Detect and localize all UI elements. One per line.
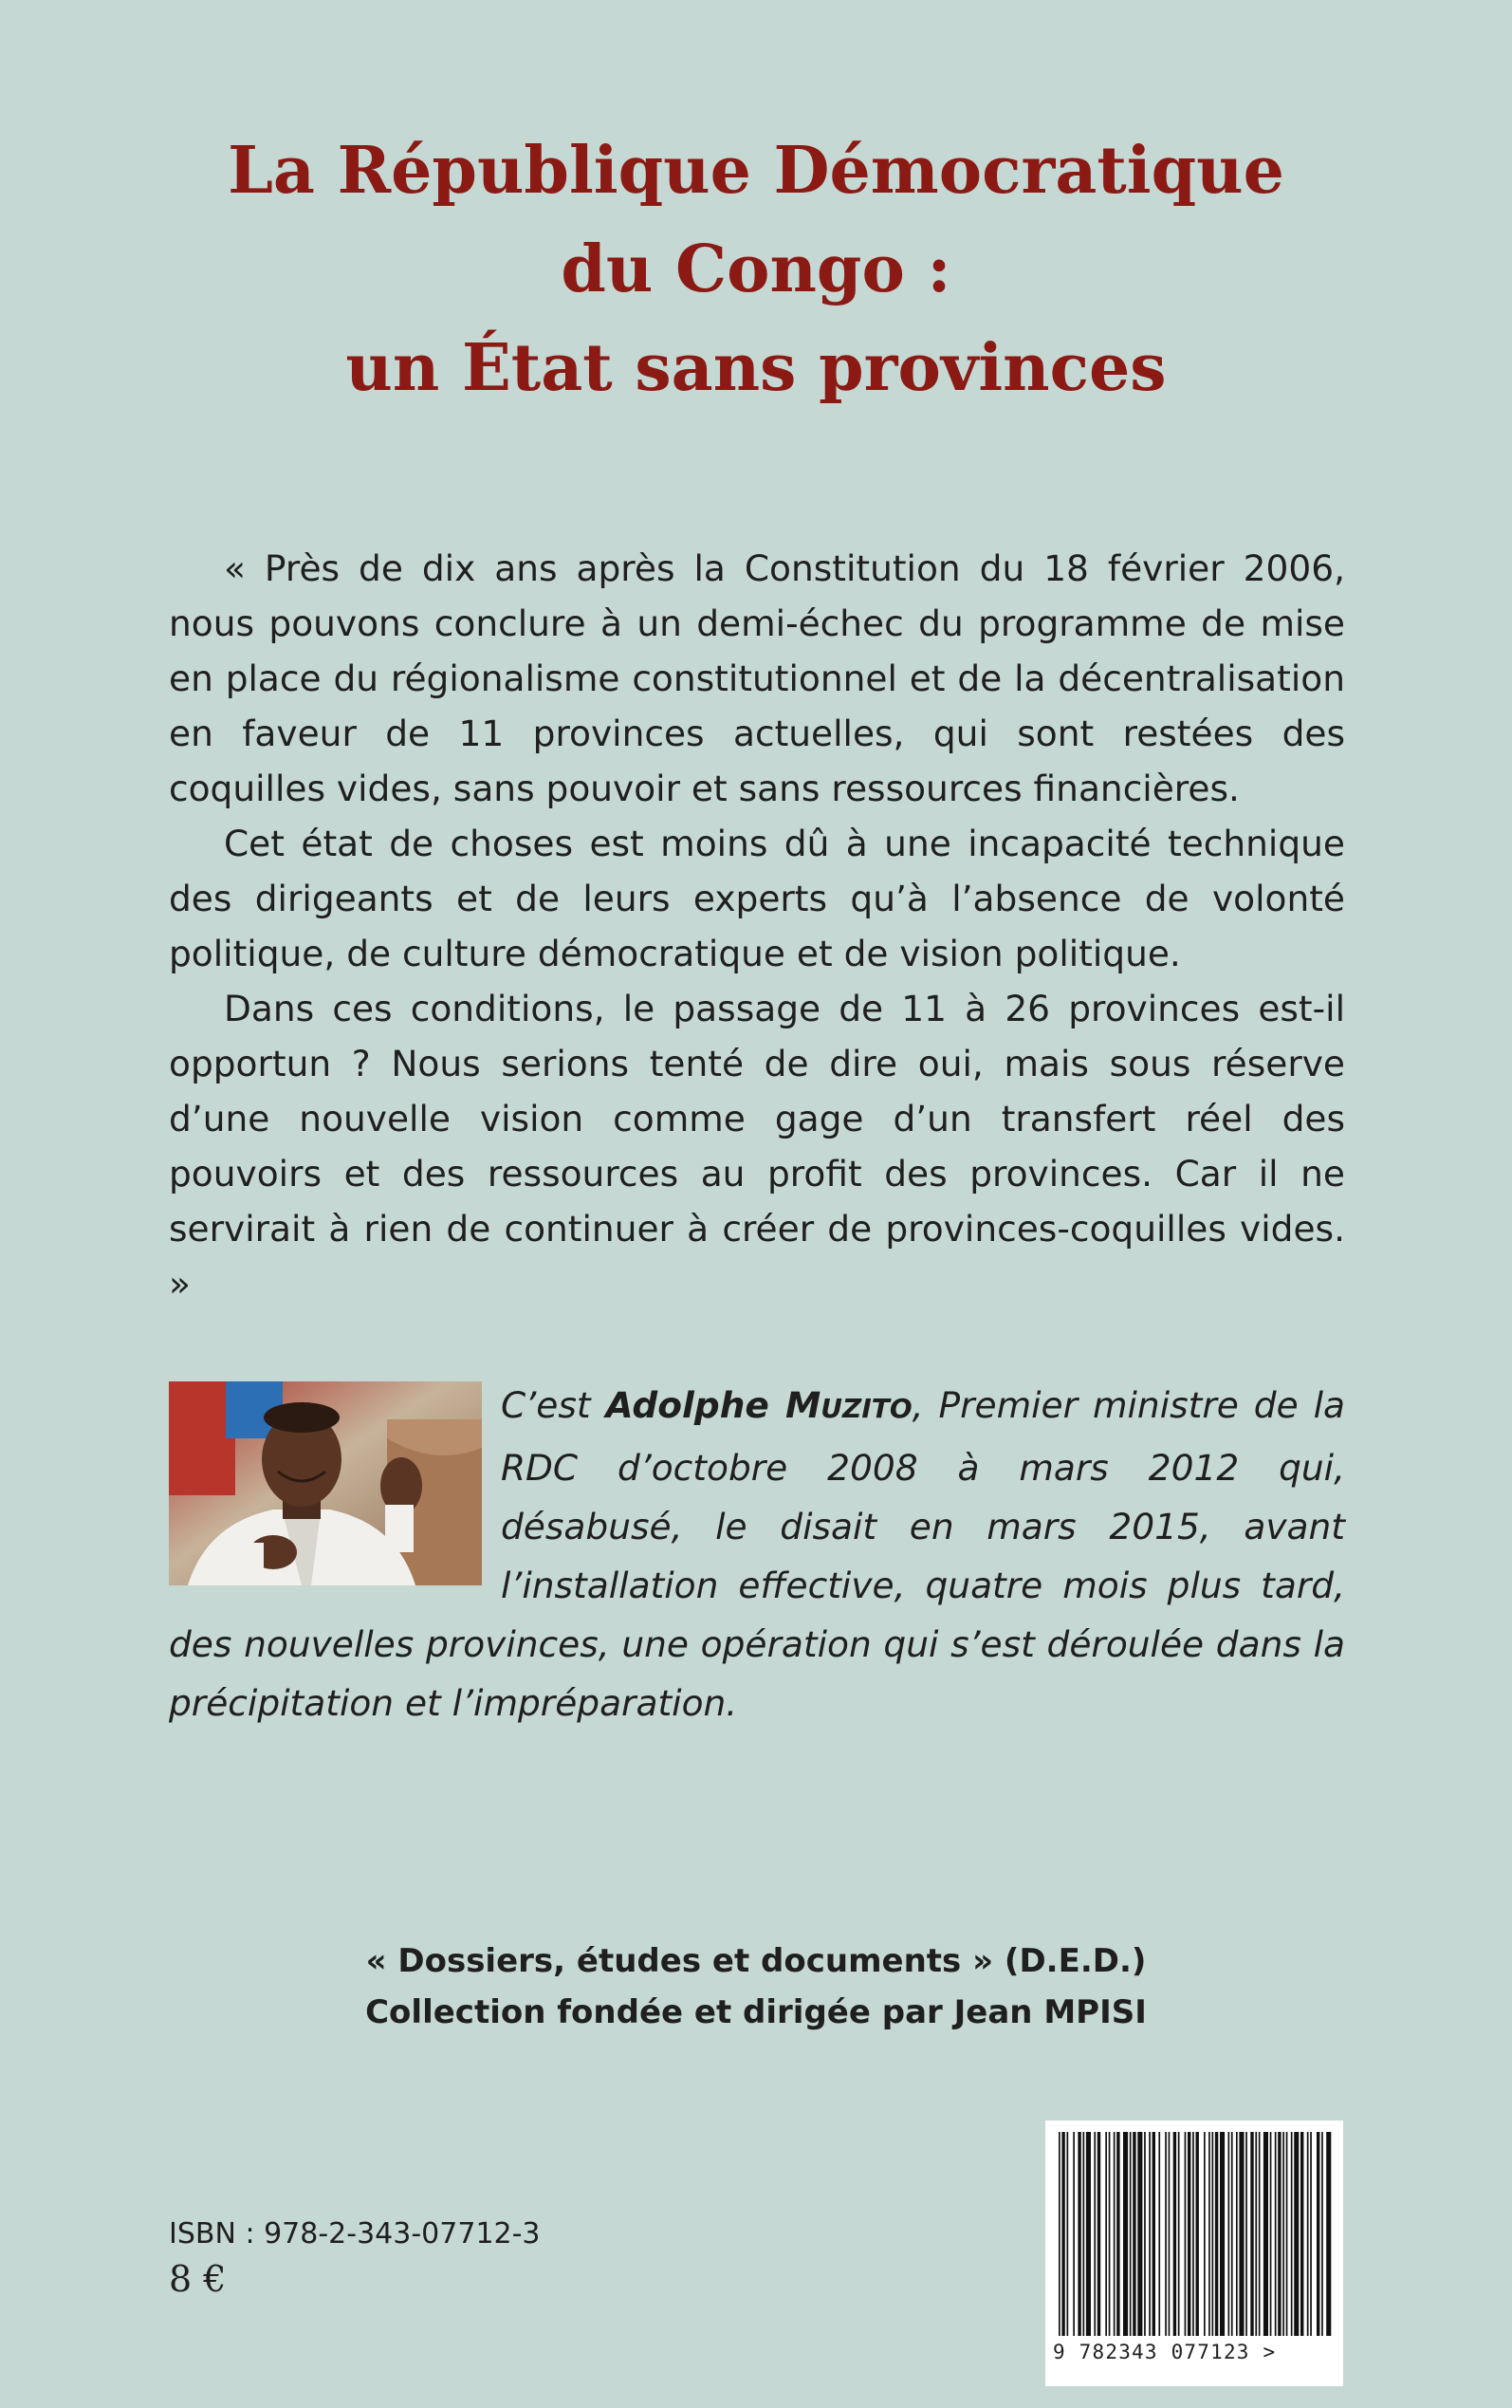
title-line-1: La République Démocratique (228, 133, 1284, 209)
collection-line-2: Collection fondée et dirigée par Jean MPISI (365, 1993, 1147, 2031)
author-note (169, 1376, 1345, 1732)
price: 8 € (169, 2258, 227, 2300)
back-cover-blurb (169, 541, 1345, 1311)
title-line-3: un État sans provinces (345, 330, 1167, 406)
author-note-text: , Premier ministre de la RDC d’octobre 2008 à mars 2012 qui, désabusé, le disait en mars 2015, avant l’installation effective, quatre mois plus tard, des nouvelles provinces, une opération qui s’est déroulée dans la précipitation et l’impréparation. (169, 1384, 1346, 1724)
book-title (0, 121, 1512, 417)
collection-line-1: « Dossiers, études et documents » (D.E.D.) (365, 1942, 1147, 1980)
author-first-name: Adolphe (605, 1384, 769, 1426)
blurb-paragraph-3: Dans ces conditions, le passage de 11 à 26 provinces est-il opportun ? Nous serions tenté de dire oui, mais sous réserve d’une nouvelle vision comme gage d’un transfert réel des pouvoirs et des ressources au profit des provinces. Car il ne servirait à rien de continuer à créer de provinces-coquilles vides. » (169, 988, 1345, 1305)
author-surname-initial: M (784, 1384, 821, 1426)
barcode-icon (1045, 2121, 1343, 2339)
barcode-digits: 9 782343 077123 > (1053, 2341, 1277, 2363)
blurb-paragraph-2: Cet état de choses est moins dû à une incapacité technique des dirigeants et de leurs experts qu’à l’absence de volonté politique, de culture démocratique et de vision politique. (169, 823, 1345, 974)
author-note-lead: C’est (501, 1384, 606, 1426)
isbn-number: ISBN : 978-2-343-07712-3 (169, 2217, 541, 2251)
barcode-box (1045, 2121, 1343, 2386)
collection-info (0, 1936, 1512, 2038)
author-photo (169, 1381, 482, 1585)
title-line-2: du Congo : (561, 232, 951, 307)
blurb-paragraph-1: « Près de dix ans après la Constitution du 18 février 2006, nous pouvons conclure à un demi-échec du programme de mise en place du régionalisme constitutionnel et de la décentralisation en faveur de 11 provinces actuelles, qui sont restées des coquilles vides, sans pouvoir et sans ressources financières. (169, 547, 1345, 809)
author-name (606, 1384, 913, 1426)
author-surname-rest: UZITO (821, 1393, 913, 1424)
